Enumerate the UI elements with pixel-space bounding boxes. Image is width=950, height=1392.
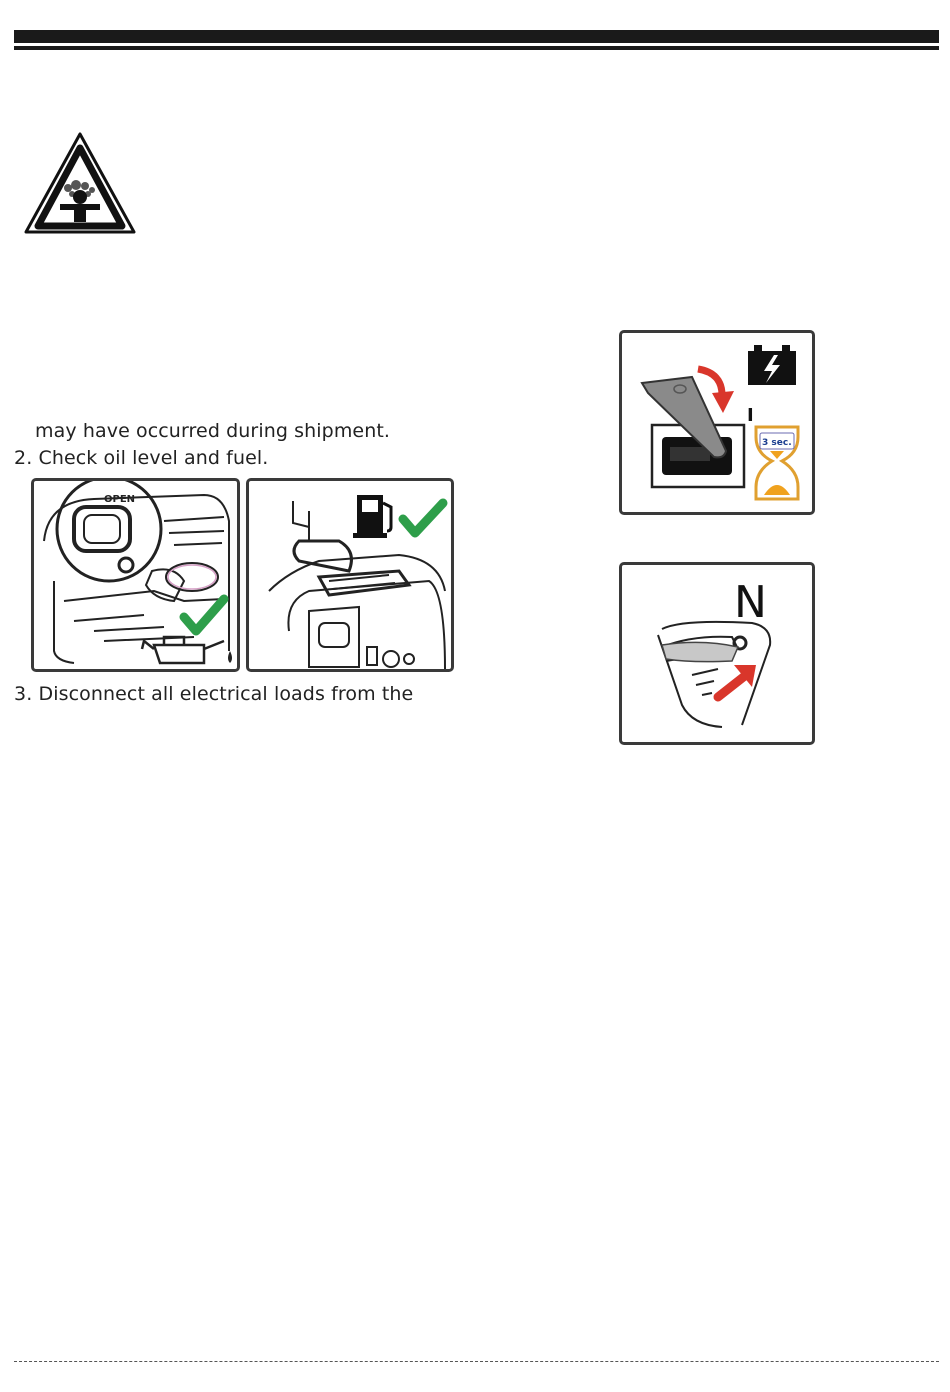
oil-check-illustration <box>31 478 240 672</box>
header-rule-thick <box>14 30 939 43</box>
hourglass-icon <box>756 427 798 499</box>
toxic-fumes-warning-icon <box>22 130 138 238</box>
neutral-button-illustration <box>619 562 815 745</box>
switch-on-mark: I <box>747 405 754 426</box>
checkmark-icon <box>403 503 443 533</box>
step-2-heading: 2. Check oil level and fuel. <box>14 447 269 469</box>
checkmark-icon <box>184 599 224 631</box>
battery-icon <box>748 345 796 385</box>
fuel-check-illustration <box>246 478 454 672</box>
neutral-mark: N <box>734 577 767 628</box>
step-3-heading: 3. Disconnect all electrical loads from the <box>14 683 414 705</box>
timer-label: 3 sec. <box>762 438 792 448</box>
switch-press-illustration <box>619 330 815 515</box>
text-line-shipment: may have occurred during shipment. <box>35 420 391 442</box>
footer-divider <box>14 1361 939 1362</box>
header-rule-thin <box>14 46 939 50</box>
open-label: OPEN <box>104 494 136 505</box>
fuel-pump-icon <box>353 495 391 538</box>
oil-can-icon <box>142 637 224 663</box>
